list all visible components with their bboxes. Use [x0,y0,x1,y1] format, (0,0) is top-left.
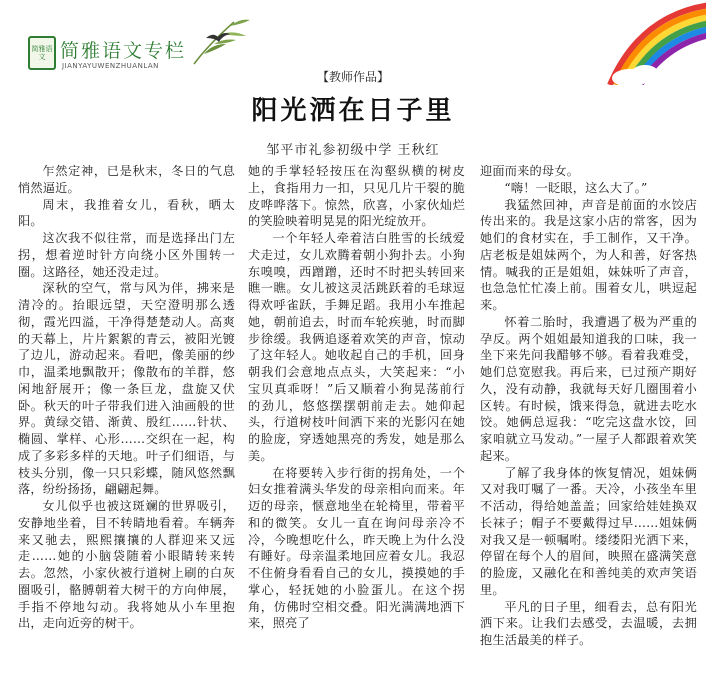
paragraph: 乍然定神，已是秋末，冬日的气息悄然逼近。 [18,164,235,195]
bird-icon [205,30,231,44]
logo-text: 简雅语文 [31,45,53,61]
text-column-1 [18,163,235,678]
column-pinyin: JIANYAYUWENZHUANLAN [62,62,159,70]
column-logo [28,36,56,70]
paragraph: 深秋的空气，常与风为伴，拂来是清冷的。抬眼远望，天空澄明那么透彻，霞光四溢，干净得楚楚动人。高爽的天幕上，片片絮絮的青云，被阳光镀了边儿，游动起来。看吧，像美丽的纱巾，温柔地飘散开；像散布的羊群，悠闲地舒展开；像一条巨龙，盘旋又伏卧。秋天的叶子带我们进入油画般的世界。黄绿交错、渐黄、殷红……针状、椭圆、掌样、心形……交织在一起，构成了多彩多样的天地。叶子们细语，与枝头分别，像一只只彩蝶，随风悠然飘落，纷纷扬扬，翩翩起舞。 [18,281,235,497]
paragraph: “嗨！一眨眼，这么大了。” [504,180,648,195]
article-title: 阳光洒在日子里 [251,96,455,126]
paragraph: 我猛然回神，声音是前面的水饺店传出来的。我是这家小店的常客，因为她们的食材实在，手工制作，又干净。店老板是姐妹两个，为人和善，好客热情。喊我的正是姐姐，妹妹听了声音，也急急忙忙凑上前。围着女儿，哄逗起来。 [480,197,697,312]
paragraph: 她的手掌轻轻按压在沟壑纵横的树皮上，食指用力一扣，只见几片干裂的脆皮哗哗落下。惊然，欣喜，小家伙灿烂的笑脸映着明晃晃的阳光绽放开。 [248,164,465,229]
text-column-2 [248,163,465,678]
paragraph: 迎面而来的母女。 [480,164,580,178]
article-author: 邹平市礼参初级中学 王秋红 [266,143,440,158]
article-category: 【教师作品】 [316,70,389,84]
paragraph: 女儿似乎也被这斑斓的世界吸引，安静地坐着，目不转睛地看着。车辆奔来又驰去，熙熙攘攘的人群迎来又远走……她的小脑袋随着小眼睛转来转去。忽然，小家伙被行道树上刷的白灰圈吸引，骼膊朝着大树干的方向伸展，手指不停地勾动。我将她从小车里抱出，走向近旁的树干。 [18,499,235,631]
text-column-3 [480,163,697,678]
paragraph: 在将要转入步行街的拐角处，一个妇女推着满头华发的母亲相向而来。年迈的母亲，惬意地坐在轮椅里，带着平和的微笑。女儿一直在询问母亲冷不冷，今晚想吃什么，昨天晚上为什么没有睡好。母亲温柔地回应着女儿。我忍不住俯身看看自己的女儿，摸摸她的手掌心，轻抚她的小脸蛋儿。在这个拐角，仿佛时空相交叠。阳光满满地洒下来，照亮了 [248,465,465,631]
paragraph: 一个年轻人牵着洁白胜雪的长绒爱犬走过，女儿欢腾着朝小狗扑去。小狗东嗅嗅，西蹭蹭，还时不时把头转回来瞧一瞧。女儿被这灵活跳跃着的毛球逗得欢呼雀跃，手舞足蹈。我用小车推起她，朝前追去，时而车轮疾驰，时而脚步徐缓。我俩追逐着欢笑的声音，惊动了这年轻人。她收起自己的手机，回身朝我们会意地点点头，大笑起来：“小宝贝真乖呀！”后又顺着小狗晃荡前行的劲儿，悠悠摆摆朝前走去。她仰起头，行道树枝叶间洒下来的光影闪在她的脸庞，穿透她黑亮的秀发，她是那么美。 [248,231,465,463]
paragraph: 这次我不似往常，而是选择出门左拐，想着逆时针方向绕小区外围转一圈。这路径，她还没走过。 [18,231,235,279]
paragraph: 周末，我推着女儿，看秋，晒太阳。 [18,197,235,229]
paragraph: 平凡的日子里，细看去，总有阳光洒下来。让我们去感受，去温暖，去拥抱生活最美的样子。 [480,599,697,647]
paragraph: 怀着二胎时，我遭遇了极为严重的孕反。两个姐姐最知道我的口味，我一坐下来先问我醋够不够。看着我难受，她们总宽慰我。再后来，已过预产期好久，没有动静，我就每天好几圈围着小区转。有时候，饿来得急，就进去吃水饺。她俩总逗我：“吃完这盘水饺，回家咱就立马发动。”一屋子人都跟着欢笑起来。 [480,314,697,463]
paragraph: 了解了我身体的恢复情况，姐妹俩又对我叮嘱了一番。天冷，小孩坐车里不活动，得给她盖盖；回家给娃娃换双长袜子；帽子不要戴得过早……姐妹俩对我又是一顿嘱咐。缕缕阳光洒下来，停留在每个人的眉间，映照在盛满笑意的脸庞，又融化在和善纯美的欢声笑语里。 [480,465,697,597]
column-name: 简雅语文专栏 [60,40,187,62]
column-header [24,14,234,74]
